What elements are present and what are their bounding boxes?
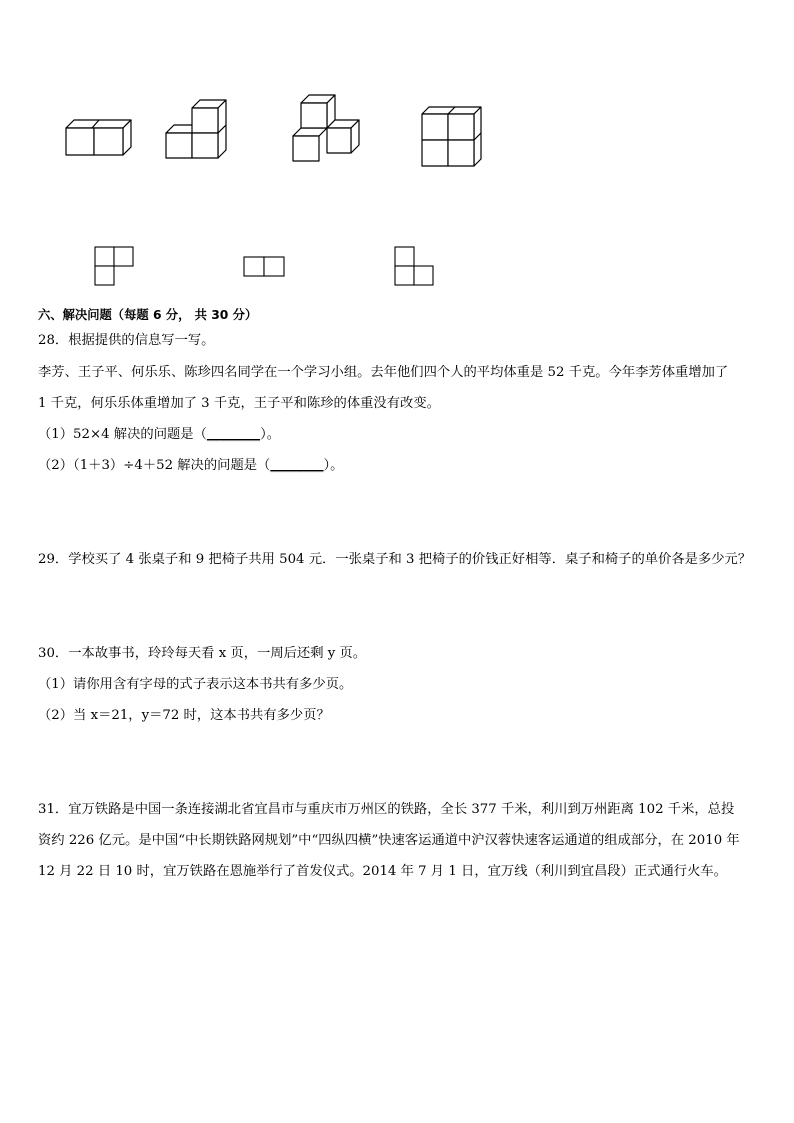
- q28-part1-suffix: ）。: [260, 427, 281, 442]
- cube-figure-3: [289, 93, 364, 163]
- q31-line1: 31．宜万铁路是中国一条连接湖北省宜昌市与重庆市万州区的铁路，全长 377 千米，利川到万州距离 102 千米，总投: [38, 802, 735, 817]
- q28-part2: [38, 456, 343, 476]
- cube-figure-1: [60, 112, 130, 162]
- q28-context-line2: 1 千克，何乐乐体重增加了 3 千克，王子平和陈珍的体重没有改变。: [38, 396, 440, 411]
- q28-part1-prefix: （1）52×4 解决的问题是（: [38, 427, 207, 442]
- q28-part2-suffix: ）。: [323, 458, 344, 473]
- q28-part1-answer-blank[interactable]: ________: [206, 427, 261, 442]
- q30-part1: （1）请你用含有字母的式子表示这本书共有多少页。: [38, 677, 353, 692]
- q28-context-line1: 李芳、王子平、何乐乐、陈珍四名同学在一个学习小组。去年他们四个人的平均体重是 52 千克。今年李芳体重增加了: [38, 365, 729, 380]
- section-heading: 六、解决问题（每题 6 分， 共 30 分）: [38, 308, 258, 322]
- q30-part2: （2）当 x＝21，y＝72 时，这本书共有多少页？: [38, 708, 330, 723]
- view-figure-3: [394, 246, 436, 288]
- q29-text: 29．学校买了 4 张桌子和 9 把椅子共用 504 元．一张桌子和 3 把椅子的价钱正好相等．桌子和椅子的单价各是多少元？: [38, 552, 752, 567]
- q30-stem: 30．一本故事书，玲玲每天看 x 页，一周后还剩 y 页。: [38, 646, 367, 661]
- view-figure-1: [94, 246, 136, 288]
- view-figure-2: [243, 256, 287, 278]
- q28-part1: [38, 425, 280, 445]
- q31-line2: 资约 226 亿元。是中国“中长期铁路网规划”中“四纵四横”快速客运通道中沪汉蓉快速客运通道的组成部分，在 2010 年: [38, 833, 740, 848]
- q31-line3: 12 月 22 日 10 时，宜万铁路在恩施举行了首发仪式。2014 年 7 月 1 日，宜万线（利川到宜昌段）正式通行火车。: [38, 864, 727, 879]
- q28-stem: 28．根据提供的信息写一写。: [38, 333, 215, 348]
- q28-part2-answer-blank[interactable]: ________: [270, 458, 324, 473]
- cube-figure-4: [418, 103, 484, 169]
- cube-figure-2: [162, 98, 232, 162]
- q28-part2-prefix: （2）（1＋3）÷4＋52 解决的问题是（: [38, 458, 271, 473]
